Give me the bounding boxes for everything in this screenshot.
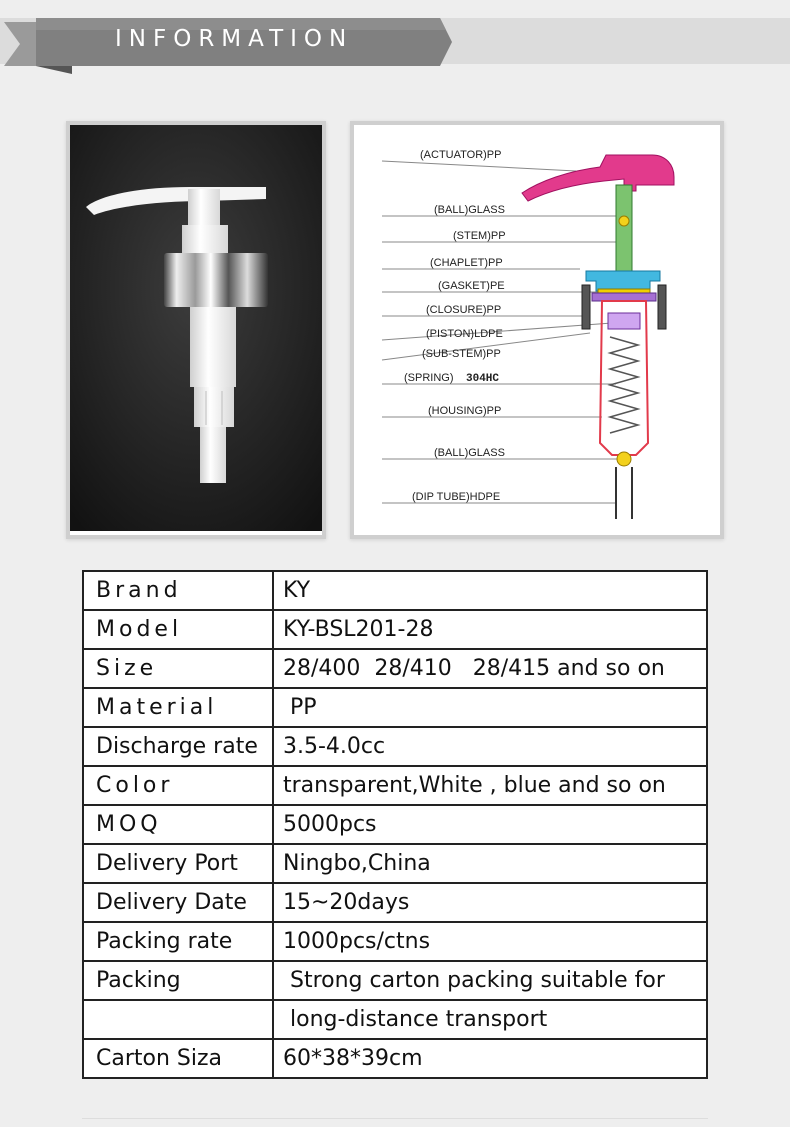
spec-key: Color [83, 766, 273, 805]
spec-key [83, 1000, 273, 1039]
table-row [83, 571, 707, 610]
spec-value: 3.5-4.0cc [273, 727, 707, 766]
diagram-label-dip-tube: (DIP TUBE)HDPE [412, 491, 501, 503]
pump-structure-diagram-panel [354, 125, 720, 535]
product-photo-panel [70, 125, 322, 535]
table-row [83, 883, 707, 922]
spec-key: Delivery Date [83, 883, 273, 922]
spec-key: Size [83, 649, 273, 688]
table-row [83, 1000, 707, 1039]
spec-value: long-distance transport [273, 1000, 707, 1039]
lotion-pump-photo [70, 125, 322, 531]
spec-value: KY [273, 571, 707, 610]
spec-key: Brand [83, 571, 273, 610]
spec-value: 5000pcs [273, 805, 707, 844]
spec-key: MOQ [83, 805, 273, 844]
diagram-label-actuator: (ACTUATOR)PP [420, 149, 502, 161]
table-row [83, 688, 707, 727]
diagram-label-spring-grade: 304HC [466, 373, 500, 385]
table-row [83, 649, 707, 688]
diagram-label-piston: (PISTON)LDPE [426, 328, 503, 340]
spec-key: Packing rate [83, 922, 273, 961]
diagram-label-gasket: (GASKET)PE [438, 280, 505, 292]
spec-value: Ningbo,China [273, 844, 707, 883]
diagram-label-chaplet: (CHAPLET)PP [430, 257, 503, 269]
spec-key: Discharge rate [83, 727, 273, 766]
table-row [83, 922, 707, 961]
table-row [83, 961, 707, 1000]
spec-key: Packing [83, 961, 273, 1000]
spec-key: Model [83, 610, 273, 649]
spec-value: 15~20days [273, 883, 707, 922]
table-row [83, 766, 707, 805]
table-row [83, 805, 707, 844]
spec-value: transparent,White , blue and so on [273, 766, 707, 805]
diagram-label-stem: (STEM)PP [453, 230, 506, 242]
spec-value: 1000pcs/ctns [273, 922, 707, 961]
diagram-label-housing: (HOUSING)PP [428, 405, 502, 417]
diagram-label-closure: (CLOSURE)PP [426, 304, 502, 316]
spec-key: Carton Siza [83, 1039, 273, 1078]
diagram-label-spring: (SPRING) [404, 372, 454, 384]
spec-key: Delivery Port [83, 844, 273, 883]
spec-value: PP [273, 688, 707, 727]
table-row [83, 1039, 707, 1078]
table-row [83, 727, 707, 766]
diagram-label-ball-top: (BALL)GLASS [434, 204, 505, 216]
pump-structure-diagram [354, 125, 720, 531]
diagram-label-sub-stem: (SUB-STEM)PP [422, 348, 501, 360]
table-row [83, 610, 707, 649]
specification-table [82, 570, 708, 1079]
table-row [83, 844, 707, 883]
spec-value: 28/400 28/410 28/415 and so on [273, 649, 707, 688]
diagram-label-ball-bottom: (BALL)GLASS [434, 447, 505, 459]
page-title: INFORMATION [115, 26, 354, 52]
spec-value: 60*38*39cm [273, 1039, 707, 1078]
spec-value: Strong carton packing suitable for [273, 961, 707, 1000]
spec-value: KY-BSL201-28 [273, 610, 707, 649]
spec-key: Material [83, 688, 273, 727]
divider [82, 1118, 708, 1119]
